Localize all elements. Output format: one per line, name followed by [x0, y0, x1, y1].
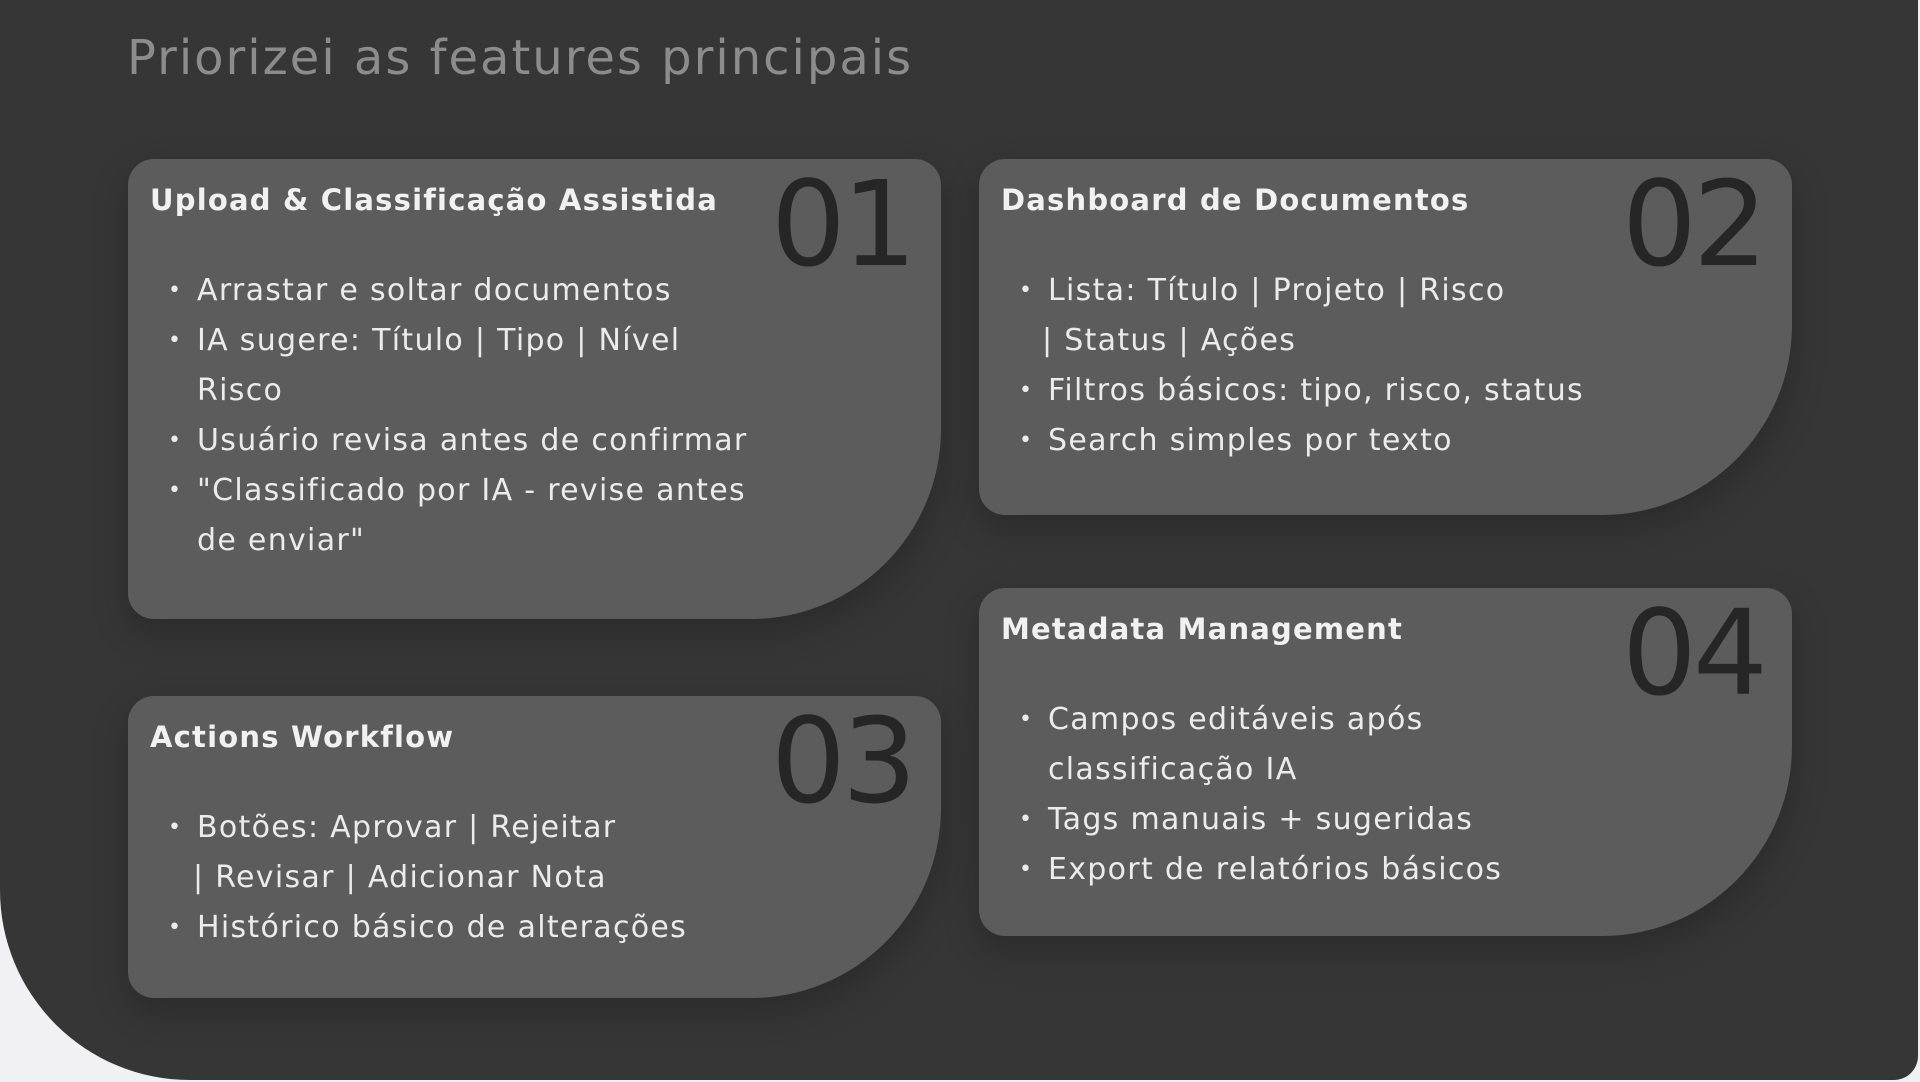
card-number: 02: [1621, 159, 1764, 293]
list-item-text-continued: | Revisar | Adicionar Nota: [193, 860, 607, 895]
list-item-text-continued: | Status | Ações: [1042, 323, 1297, 358]
feature-card-actions-workflow: [128, 696, 941, 998]
list-item: [168, 466, 748, 566]
page-title: Priorizei as features principais: [127, 30, 914, 86]
list-item: [1019, 795, 1502, 845]
card-title: Upload & Classificação Assistida: [150, 183, 719, 217]
feature-list: [1019, 266, 1584, 466]
list-item-text-continued: de enviar": [197, 523, 366, 558]
feature-card-upload-classification: [128, 159, 941, 619]
list-item-text: Arrastar e soltar documentos: [197, 273, 672, 308]
list-item-text: "Classificado por IA - revise antes: [197, 473, 746, 508]
list-item-text: Usuário revisa antes de confirmar: [197, 423, 748, 458]
list-item-text: Search simples por texto: [1048, 423, 1453, 458]
list-item: [1019, 266, 1584, 366]
list-item: [1019, 845, 1502, 895]
list-item: [1019, 416, 1584, 466]
list-item: [168, 266, 748, 316]
feature-list: [168, 266, 748, 566]
list-item: [168, 803, 687, 903]
list-item-text: IA sugere: Título | Tipo | Nível: [197, 323, 681, 358]
list-item: [168, 316, 748, 416]
list-item-text-continued: Risco: [197, 373, 284, 408]
list-item-text-continued: classificação IA: [1048, 752, 1298, 787]
list-item: [1019, 695, 1502, 795]
list-item-text: Histórico básico de alterações: [197, 910, 688, 945]
list-item-text: Filtros básicos: tipo, risco, status: [1048, 373, 1584, 408]
card-title: Dashboard de Documentos: [1001, 183, 1470, 217]
feature-list: [168, 803, 687, 953]
list-item: [1019, 366, 1584, 416]
card-number: 01: [770, 159, 913, 293]
card-number: 03: [770, 696, 913, 830]
card-title: Actions Workflow: [150, 720, 455, 754]
list-item-text: Botões: Aprovar | Rejeitar: [197, 810, 617, 845]
list-item: [168, 903, 687, 953]
list-item-text: Campos editáveis após: [1048, 702, 1424, 737]
card-title: Metadata Management: [1001, 612, 1404, 646]
list-item-text: Tags manuais + sugeridas: [1048, 802, 1474, 837]
list-item-text: Export de relatórios básicos: [1048, 852, 1503, 887]
list-item: [168, 416, 748, 466]
feature-list: [1019, 695, 1502, 895]
card-number: 04: [1621, 588, 1764, 722]
list-item-text: Lista: Título | Projeto | Risco: [1048, 273, 1506, 308]
feature-card-metadata-management: [979, 588, 1792, 936]
feature-card-dashboard: [979, 159, 1792, 515]
